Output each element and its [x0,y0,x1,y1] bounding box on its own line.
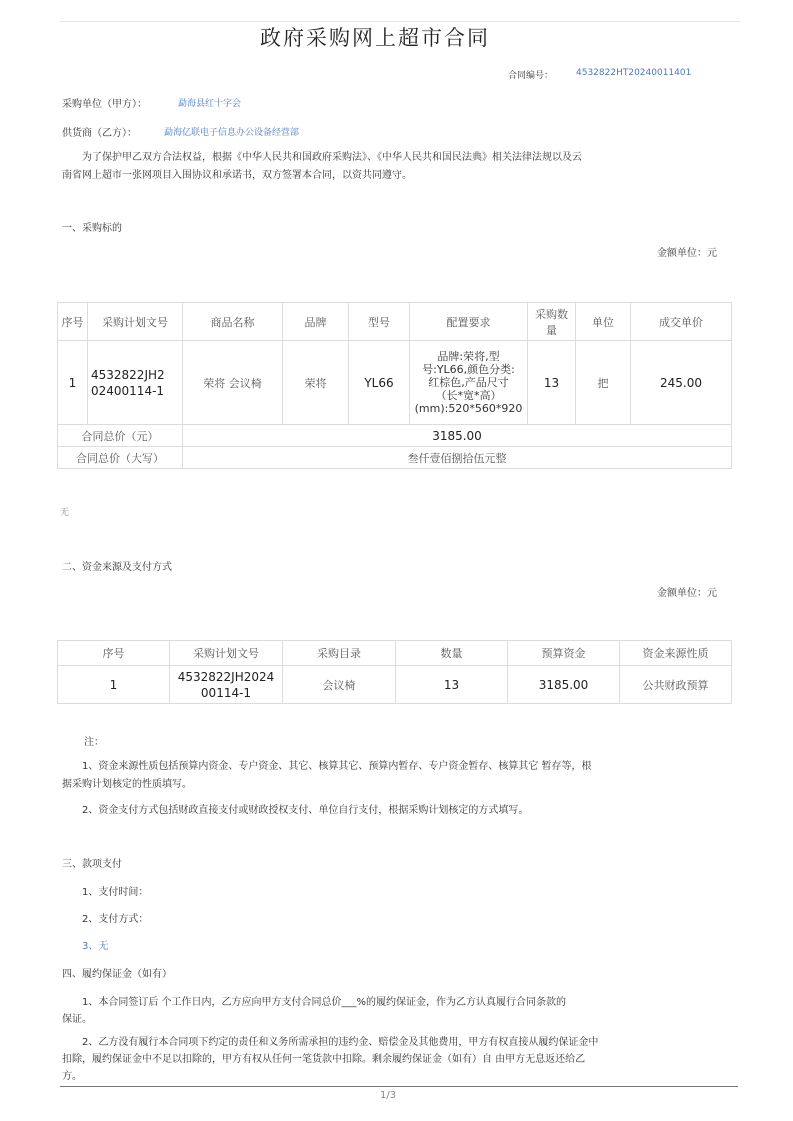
table-header-row [58,641,732,666]
section-4-heading: 四、履约保证金（如有） [62,969,172,980]
cell-seq: 1 [58,341,88,425]
cell-plan-no-line-2: 02400114-1 [91,383,165,398]
cell-seq: 1 [58,666,170,704]
note-label: 注： [84,737,104,748]
intro-paragraph-line-1: 为了保护甲乙双方合法权益，根据《中华人民共和国政府采购法》、《中华人民共和国民法典》相关法律法规以及云 [82,152,582,163]
section-2-unit: 金额单位：元 [657,588,717,599]
cell-budget: 3185.00 [508,666,620,704]
cell-catalog: 会议椅 [283,666,396,704]
payment-item-3: 3、无 [82,941,109,952]
total-upper-value: 叁仟壹佰捌拾伍元整 [183,447,732,469]
cell-plan-no-line-1: 4532822JH2 [91,367,165,382]
cell-qty: 13 [528,341,576,425]
intro-paragraph-line-2: 南省网上超市一张网项目入围协议和承诺书，双方签署本合同，以资共同遵守。 [62,170,412,181]
cell-unit: 把 [576,341,631,425]
cell-price: 245.00 [631,341,732,425]
cell-config [410,341,528,425]
column-header-name: 商品名称 [183,303,283,341]
document-title: 政府采购网上超市合同 [260,26,490,50]
column-header-plan-no: 采购计划文号 [170,641,283,666]
deposit-paragraph-2-line-2: 扣除，履约保证金中不足以扣除的，甲方有权从任何一笔货款中扣除。剩余履约保证金（如有）自 由甲方无息返还给乙 [62,1054,586,1065]
party-a-label: 采购单位（甲方）： [62,99,147,110]
cell-plan-no-line-2: 00114-1 [200,685,252,700]
column-header-qty: 数量 [396,641,508,666]
cell-name: 荣将 会议椅 [183,341,283,425]
cell-qty: 13 [396,666,508,704]
column-header-brand: 品牌 [283,303,349,341]
footer-rule [60,1086,738,1087]
section-1-unit: 金额单位：元 [657,248,717,259]
column-header-source: 资金来源性质 [620,641,732,666]
deposit-paragraph-1-line-2: 保证。 [62,1014,92,1025]
cell-plan-no [170,666,283,704]
total-row [58,425,732,447]
party-b-value: 勐海亿联电子信息办公设备经营部 [164,128,300,138]
cell-plan-no-line-1: 4532822JH2024 [177,669,275,684]
column-header-config: 配置要求 [410,303,528,341]
total-label: 合同总价（元） [58,425,183,447]
section-1-note: 无 [60,508,70,518]
column-header-qty: 采购数量 [528,303,576,341]
total-value: 3185.00 [183,425,732,447]
party-b-label: 供货商（乙方）： [62,128,137,139]
column-header-model: 型号 [349,303,410,341]
cell-config-line-5: (mm):520*560*920 [414,402,523,415]
table-header-row [58,303,732,341]
total-upper-label: 合同总价（大写） [58,447,183,469]
column-header-seq: 序号 [58,303,88,341]
table-row [58,341,732,425]
payment-method: 2、支付方式： [82,914,149,925]
cell-plan-no [88,341,183,425]
section-2-heading: 二、资金来源及支付方式 [62,562,172,573]
cell-config-line-3: 红棕色,产品尺寸 [428,376,509,389]
cell-config-line-1: 品牌:荣将,型 [437,350,500,363]
page-number: 1/3 [380,1090,397,1101]
cell-model: YL66 [349,341,410,425]
deposit-paragraph-1-line-1: 1、本合同签订后 个工作日内，乙方应向甲方支付合同总价___%的履约保证金，作为乙方认真履行合同条款的 [82,997,567,1008]
section-1-heading: 一、采购标的 [62,223,122,234]
note-1-line-2: 据采购计划核定的性质填写。 [62,779,192,790]
cell-config-line-2: 号:YL66,颜色分类: [422,363,515,376]
column-header-seq: 序号 [58,641,170,666]
payment-time: 1、支付时间： [82,887,149,898]
party-a-value: 勐海县红十字会 [178,99,242,109]
cell-config-line-4: （长*宽*高） [435,389,502,402]
note-2: 2、资金支付方式包括财政直接支付或财政授权支付、单位自行支付，根据采购计划核定的方式填写。 [82,805,529,816]
contract-number: 4532822HT20240011401 [576,68,692,78]
column-header-plan-no: 采购计划文号 [88,303,183,341]
contract-number-label: 合同编号： [508,71,554,81]
deposit-paragraph-2-line-3: 方。 [62,1071,82,1082]
section-3-heading: 三、款项支付 [62,859,122,870]
total-upper-row [58,447,732,469]
table-row [58,666,732,704]
purchase-items-table [57,302,732,469]
column-header-budget: 预算资金 [508,641,620,666]
note-1-line-1: 1、资金来源性质包括预算内资金、专户资金、其它、核算其它、预算内暂存、专户资金暂存、核算其它 暂存等，根 [82,761,592,772]
deposit-paragraph-2-line-1: 2、乙方没有履行本合同项下约定的责任和义务所需承担的违约金、赔偿金及其他费用，甲方有权直接从履约保证金中 [82,1037,599,1048]
column-header-unit: 单位 [576,303,631,341]
funding-source-table [57,640,732,704]
cell-brand: 荣将 [283,341,349,425]
cell-source: 公共财政预算 [620,666,732,704]
column-header-price: 成交单价 [631,303,732,341]
column-header-catalog: 采购目录 [283,641,396,666]
